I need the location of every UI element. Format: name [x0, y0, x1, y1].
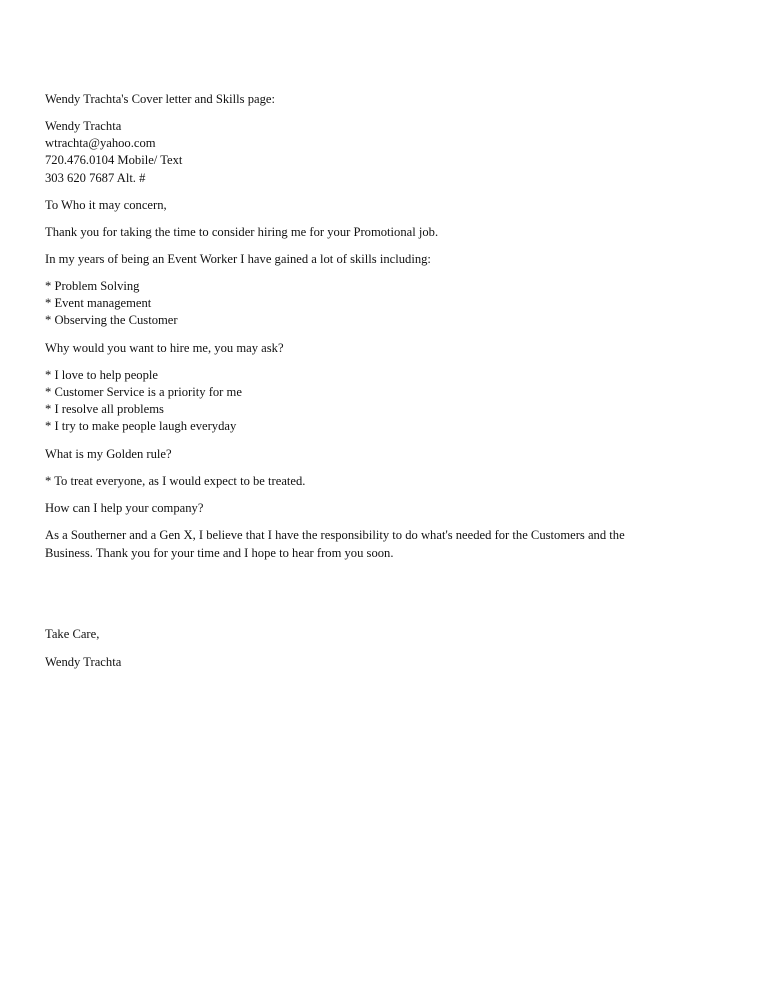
skill-item: * Event management	[45, 296, 152, 310]
contact-email: wtrachta@yahoo.com	[45, 136, 156, 150]
hire-reason-item: * I resolve all problems	[45, 402, 164, 416]
hire-question: Why would you want to hire me, you may ask?	[45, 341, 284, 355]
skills-intro: In my years of being an Event Worker I have gained a lot of skills including:	[45, 252, 431, 266]
signature-name: Wendy Trachta	[45, 655, 122, 669]
closing-paragraph-line-2: Business. Thank you for your time and I hope to hear from you soon.	[45, 546, 394, 560]
hire-reason-item: * I love to help people	[45, 368, 158, 382]
hire-reason-item: * I try to make people laugh everyday	[45, 419, 237, 433]
contact-alt-phone: 303 620 7687 Alt. #	[45, 171, 146, 185]
skill-item: * Observing the Customer	[45, 313, 178, 327]
contact-mobile: 720.476.0104 Mobile/ Text	[45, 153, 183, 167]
golden-rule: * To treat everyone, as I would expect to be treated.	[45, 474, 306, 488]
hire-reason-item: * Customer Service is a priority for me	[45, 385, 242, 399]
closing-paragraph-line-1: As a Southerner and a Gen X, I believe that I have the responsibility to do what's needed for the Customers and the	[45, 528, 625, 542]
golden-rule-question: What is my Golden rule?	[45, 447, 172, 461]
salutation: To Who it may concern,	[45, 198, 167, 212]
document-heading: Wendy Trachta's Cover letter and Skills page:	[45, 92, 276, 106]
sign-off: Take Care,	[45, 627, 100, 641]
help-question: How can I help your company?	[45, 501, 204, 515]
contact-name: Wendy Trachta	[45, 119, 122, 133]
thank-you-line: Thank you for taking the time to consider hiring me for your Promotional job.	[45, 225, 439, 239]
skill-item: * Problem Solving	[45, 279, 140, 293]
